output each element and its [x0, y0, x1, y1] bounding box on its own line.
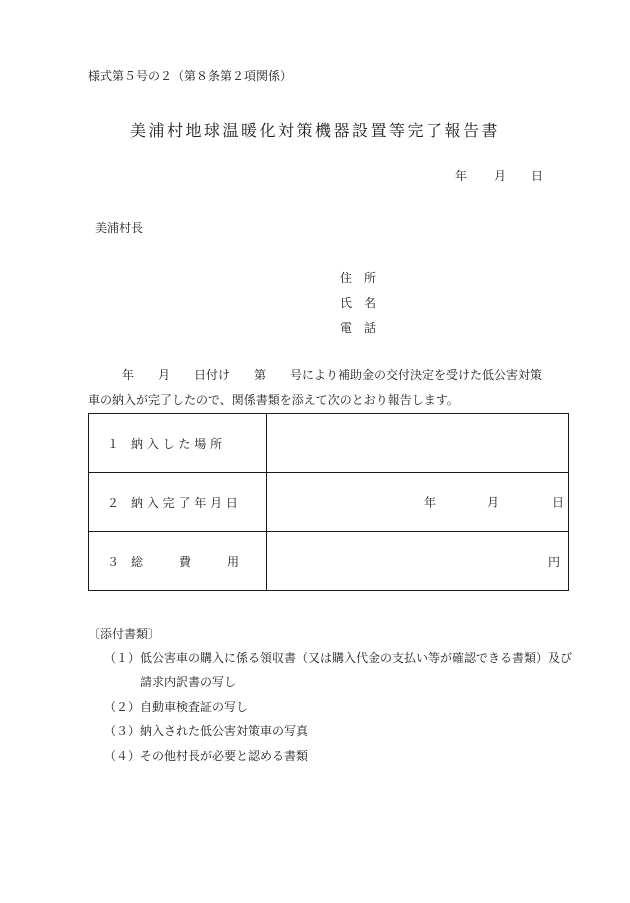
attachment-item-number: （２）	[104, 700, 141, 714]
attachment-item-text: 自動車検査証の写し	[140, 700, 249, 714]
delivery-location-label: １ 納 入 し た 場 所	[107, 436, 223, 451]
table-row-delivery-date	[89, 473, 569, 532]
table-row-total-cost	[89, 532, 569, 591]
applicant-address-label: 住 所	[340, 271, 377, 285]
attachment-item-number: （１）	[104, 651, 141, 665]
delivery-date-value-cell[interactable]	[267, 473, 569, 532]
total-cost-unit: 円	[547, 554, 560, 569]
body-text-line-2: 車の納入が完了したので、関係書類を添えて次のとおり報告します。	[88, 393, 459, 407]
delivery-date-label: ２ 納 入 完 了 年 月 日	[107, 495, 238, 510]
table-label-cell	[89, 473, 267, 532]
addressee: 美浦村長	[95, 221, 144, 235]
report-table	[88, 413, 569, 591]
delivery-date-year-label: 年	[424, 495, 437, 510]
attachments-title: 〔添付書類〕	[88, 627, 161, 641]
total-cost-value-cell[interactable]	[267, 532, 569, 591]
body-text-line-1: 年 月 日付け 第 号により補助金の交付決定を受けた低公害対策	[122, 368, 543, 382]
delivery-date-month-label: 月	[487, 495, 500, 510]
attachment-item-text: 納入された低公害対策車の写真	[140, 724, 309, 738]
document-title: 美浦村地球温暖化対策機器設置等完了報告書	[129, 121, 500, 140]
date-year-label: 年	[455, 169, 468, 183]
table-label-cell	[89, 532, 267, 591]
delivery-location-value-cell[interactable]	[267, 414, 569, 473]
applicant-phone-label: 電 話	[340, 321, 377, 335]
attachment-item-text: 低公害車の購入に係る領収書（又は購入代金の支払い等が確認できる書類）及び	[140, 651, 573, 665]
attachment-item-continuation: 請求内訳書の写し	[140, 675, 237, 689]
form-number: 様式第５号の２（第８条第２項関係）	[88, 69, 293, 83]
delivery-date-day-label: 日	[552, 495, 565, 510]
date-month-label: 月	[494, 169, 507, 183]
attachment-item-number: （３）	[104, 724, 141, 738]
applicant-name-label: 氏 名	[340, 296, 377, 310]
total-cost-label: ３ 総 費 用	[107, 554, 240, 569]
attachment-item-number: （４）	[104, 749, 141, 763]
date-day-label: 日	[531, 169, 544, 183]
table-row-delivery-location	[89, 414, 569, 473]
table-label-cell	[89, 414, 267, 473]
attachment-item-text: その他村長が必要と認める書類	[140, 749, 309, 763]
